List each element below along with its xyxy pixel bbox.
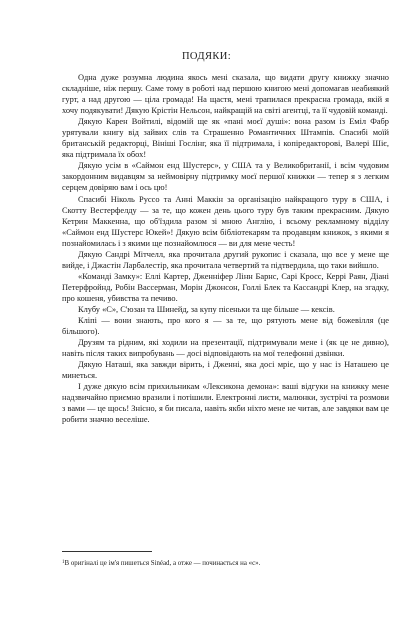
paragraph: Дякую Карен Войтилі, відомій ще як «пані моєї душі»: вона разом із Еміл Фабр урятували книгу від зайвих слів та Страшенно Романтичних Штампів. Спасибі моїй британській редакторці, Вініші Гослінг, яка її підтримала, і копіредакторові, Валері Шіє, яка підтримала їх обох! bbox=[62, 117, 389, 160]
paragraph: Дякую усім в «Саймон енд Шустерс», у США та у Великобританії, і всім чудовим закордонним видавцям за неймовірну підтримку моєї першої книжки — тепер я з легким серцем довіряю вам і ось цю! bbox=[62, 161, 389, 193]
paragraph: «Команді Замку»: Еллі Картер, Дженніфер Лінн Барнс, Сарі Кросс, Керрі Раян, Діані Петерфройнд, Робін Вассерман, Морін Джонсон, Голлі Блек та Кассандрі Клер, на згадку, про кошеня, убивства та печиво. bbox=[62, 271, 389, 303]
paragraph: Дякую Наташі, яка завжди вірить, і Дженні, яка досі мріє, що у нас із Наташею це минеться. bbox=[62, 360, 389, 381]
paragraph: Дякую Сандрі Мітчелл, яка прочитала другий рукопис і сказала, що все у мене ще вийде, і Джастін Ларбалестір, яка прочитала четвертий та підтвердила, що таки вийшло. bbox=[62, 249, 389, 270]
footnote bbox=[62, 558, 389, 568]
paragraph: Кліпі — вони знають, про кого я — за те, що рятують мене від божевілля (це більшого). bbox=[62, 316, 389, 337]
acknowledgements-body bbox=[62, 72, 389, 426]
paragraph: Спасибі Ніколь Руссо та Анні Маккін за організацію найкращого туру в США, і Скотту Вестерфелду — за те, що кожен день цього туру був таким прекрасним. Дякую Кетрин Маккенна, що об'їздила разом зі мною Англію, і всьому рекламному відділу «Саймон енд Шустерс Юкей»! Дякую всім бібліотекарям та продавцям книжок, з якими я познайомилась і з якими ще познайомлюся — ви для мене честь! bbox=[62, 194, 389, 248]
page-title: ПОДЯКИ: bbox=[181, 51, 232, 62]
paragraph: Друзям та рідним, які ходили на презентації, підтримували мене і (як це не дивно), навіть після таких випробувань — досі відповідають на мої телефонні дзвінки. bbox=[62, 338, 389, 359]
paragraph: Одна дуже розумна людина якось мені сказала, що видати другу книжку значно складніше, ніж першу. Саме тому в роботі над першою книгою мені допомагав неабиякий гурт, а над другою — ціла громада! На щастя, мені трапилася прекрасна громада, якій я хочу подякувати! Дякую Крістін Нельсон, найкращій на світі агентці, та її чудовій команді. bbox=[62, 73, 389, 116]
footnote-divider bbox=[62, 551, 152, 552]
footnote-marker: 1 bbox=[62, 560, 65, 565]
footnote-text: В оригіналі це ім'я пишеться Sinéad, а отже — починається на «с». bbox=[64, 560, 261, 567]
paragraph: І дуже дякую всім прихильникам «Лексикона демона»: ваші відгуки на книжку мене надзвичайно приємно вразили і потішили. Електронні листи, малюнки, зустрічі та розмови з вами — це щось! Знісно, я би писала, навіть якби ніхто мене не читав, але завдяки вам це робити значно веселіше. bbox=[62, 382, 389, 425]
paragraph: Клубу «С», С'юзан та Шинейд, за купу пісеньки та ще більше — кексів. bbox=[78, 304, 335, 314]
